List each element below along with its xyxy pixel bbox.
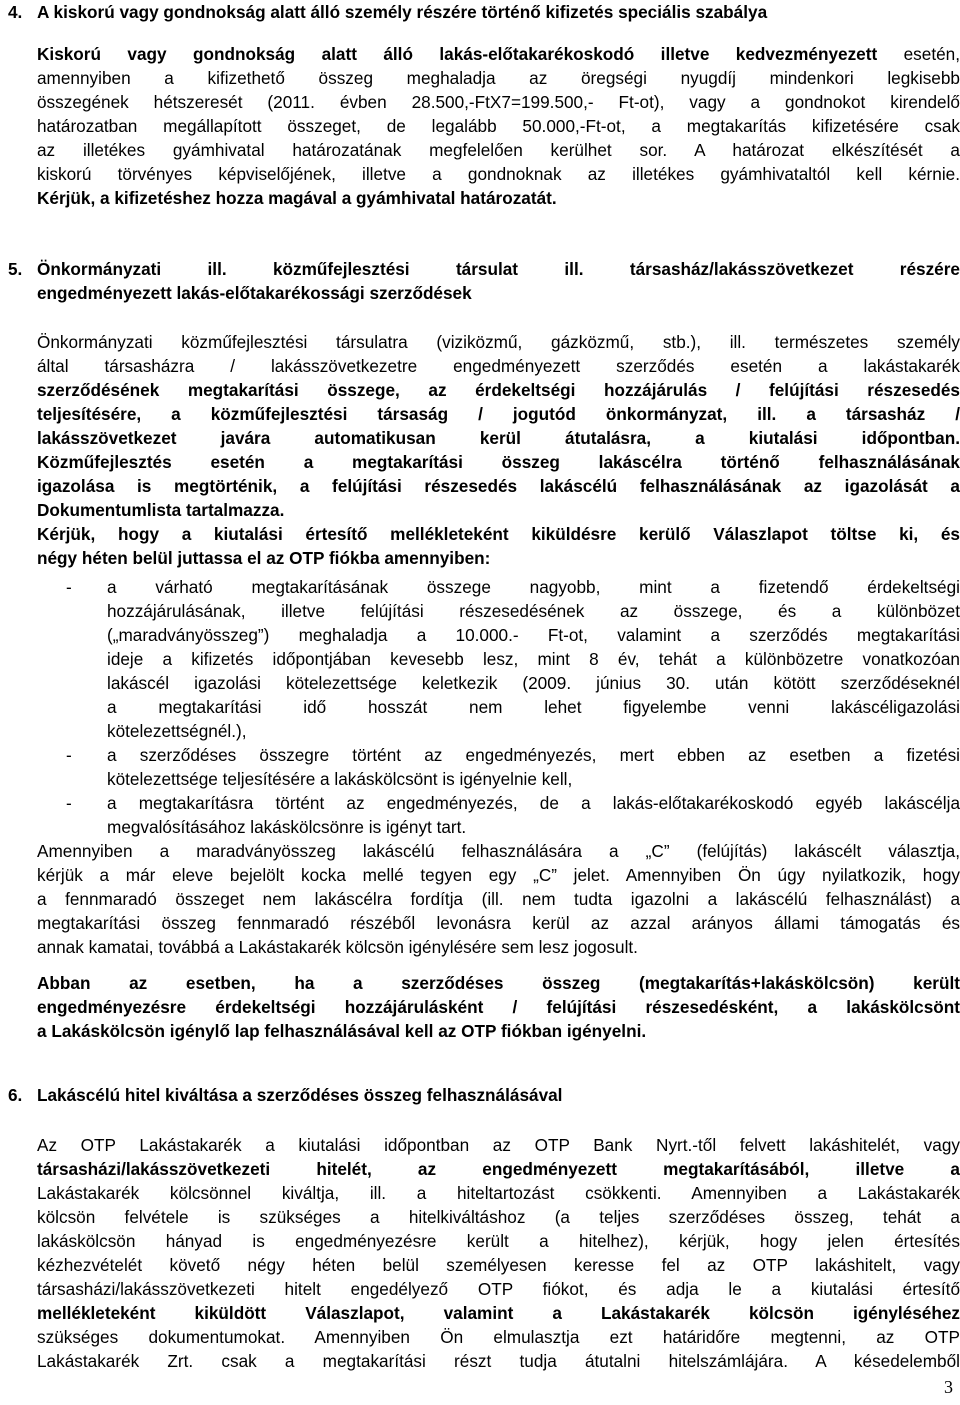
- text-line: Kiskorú vagy gondnokság alatt álló lakás-előtakarékoskodó illetve kedvezményezett esetén,: [37, 44, 960, 64]
- text-line: lakásszövetkezet javára automatikusan kerül átutalásra, a kiutalási időpontban.: [37, 428, 960, 448]
- text-line: kötelezettsége teljesítésére a lakáskölcsönt is igényelnie kell,: [107, 769, 573, 789]
- section-6-body: [37, 1133, 960, 1373]
- text-line: a Lakáskölcsön igénylő lap felhasználásával kell az OTP fiókban igényelni.: [37, 1021, 647, 1041]
- section-5-title: [37, 257, 960, 305]
- bullet-item: [107, 743, 960, 791]
- text-line: Amennyiben a maradványösszeg lakáscélú felhasználására a „C” (felújítás) lakáscélt választja,: [37, 841, 960, 861]
- text-line: kiskorú törvényes képviselőjének, illetve a gondnoknak az illetékes gyámhivataltól kell kérnie.: [37, 164, 960, 184]
- section-5-paragraph-4: [37, 971, 960, 1043]
- bullet-dash: -: [66, 745, 72, 765]
- text-line: a megtakarítási idő hosszát nem lehet figyelembe venni lakáscéligazolási: [107, 697, 960, 717]
- bullet-item: [107, 575, 960, 743]
- text-line: kötelezettségnél.),: [107, 721, 247, 741]
- page-number: 3: [944, 1377, 953, 1397]
- text-line: hozzájárulásának, illetve felújítási részesedésének az összege, és a különbözet: [107, 601, 960, 621]
- text-line: Lakástakarék Zrt. csak a megtakarítási részt tudja átutalni hitelszámlájára. A késedelemből: [37, 1351, 960, 1371]
- text-line: Kérjük, hogy a kiutalási értesítő mellékleteként kiküldésre kerülő Válaszlapot töltse ki, és: [37, 524, 960, 544]
- text-line: kérjük a már eleve bejelölt kocka mellé tegyen egy „C” jelet. Amennyiben Ön úgy nyilatkozik, hogy: [37, 865, 960, 885]
- text-line: amennyiben a kifizethető összeg meghaladja az öregségi nyugdíj mindenkori legkisebb: [37, 68, 960, 88]
- text-line: annak kamatai, továbbá a Lakástakarék kölcsön igénylésére sem lesz jogosult.: [37, 937, 638, 957]
- bullet-item: [107, 791, 960, 839]
- text-line: Közműfejlesztés esetén a megtakarítási összeg lakáscélra történő felhasználásának: [37, 452, 960, 472]
- title-line: Önkormányzati ill. közműfejlesztési társulat ill. társasház/lakásszövetkezet részére: [37, 259, 960, 279]
- text-line: határozatban megállapított összeget, de legalább 50.000,-Ft-ot, a megtakarítás kifizetésére csak: [37, 116, 960, 136]
- text-line: teljesítésére, a közműfejlesztési társaság / jogutód önkormányzat, ill. a társasház /: [37, 404, 960, 424]
- section-5-number: 5.: [8, 259, 23, 279]
- text-line: mellékleteként kiküldött Válaszlapot, valamint a Lakástakarék kölcsön igényléséhez: [37, 1303, 960, 1323]
- text-line: megtakarítási összeg fennmaradó részéből levonásra kerül az azzal arányos állami támogatás és: [37, 913, 960, 933]
- section-6-number: 6.: [8, 1085, 23, 1105]
- text-line: összegének hétszeresét (2011. évben 28.500,-FtX7=199.500,- Ft-ot), vagy a gondnokot kirendelő: [37, 92, 960, 112]
- text-line: társasházi/lakásszövetkezeti hitelét, az engedményezett megtakarításából, illetve a: [37, 1159, 960, 1179]
- section-4-title: A kiskorú vagy gondnokság alatt álló személy részére történő kifizetés speciális szabálya: [37, 2, 768, 22]
- section-4-number: 4.: [8, 2, 23, 22]
- text-line: kölcsön felvétele is szükséges a hitelkiváltáshoz (a teljes szerződéses összeg, tehát a: [37, 1207, 960, 1227]
- title-line: engedményezett lakás-előtakarékossági szerződések: [37, 283, 472, 303]
- text-line: Abban az esetben, ha a szerződéses összeg (megtakarítás+lakáskölcsön) került: [37, 973, 960, 993]
- text-line: megvalósításához lakáskölcsönre is igényt tart.: [107, 817, 467, 837]
- bullet-dash: -: [66, 577, 72, 597]
- text-line: Kérjük, a kifizetéshez hozza magával a gyámhivatal határozatát.: [37, 188, 557, 208]
- text-line: az illetékes gyámhivatal határozatának megfelelően kerülhet sor. A határozat elkészítését a: [37, 140, 960, 160]
- text-line: a várható megtakarításának összege nagyobb, mint a fizetendő érdekeltségi: [107, 577, 960, 597]
- text-line: engedményezésre érdekeltségi hozzájárulásként / felújítási részesedésként, a lakáskölcsönt: [37, 997, 960, 1017]
- text-line: négy héten belül juttassa el az OTP fiókba amennyiben:: [37, 548, 491, 568]
- text-line: lakáscél igazolási kötelezettsége keletkezik (2009. június 30. után kötött szerződéseknél: [107, 673, 960, 693]
- text-line: Dokumentumlista tartalmazza.: [37, 500, 285, 520]
- text-line: Az OTP Lakástakarék a kiutalási időpontban az OTP Bank Nyrt.-től felvett lakáshitelét, vagy: [37, 1135, 960, 1155]
- section-6-title: Lakáscélú hitel kiváltása a szerződéses összeg felhasználásával: [37, 1085, 563, 1105]
- text-line: szükséges dokumentumokat. Amennyiben Ön elmulasztja ezt határidőre megtenni, az OTP: [37, 1327, 960, 1347]
- text-line: Lakástakarék kölcsönnel kiváltja, ill. a hiteltartozást csökkenti. Amennyiben a Lakástakarék: [37, 1183, 960, 1203]
- section-5-paragraph-1: [37, 330, 960, 570]
- text-line: („maradványösszeg”) meghaladja a 10.000.- Ft-ot, valamint a szerződés megtakarítási: [107, 625, 960, 645]
- text-line: szerződésének megtakarítási összege, az érdekeltségi hozzájárulás / felújítási részesedés: [37, 380, 960, 400]
- text-line: Önkormányzati közműfejlesztési társulatra (viziközmű, gázközmű, stb.), ill. természetes személy: [37, 332, 960, 352]
- text-line: lakáskölcsön hányad is engedményezésre került a hitelhez), kérjük, hogy jelen értesítés: [37, 1231, 960, 1251]
- text-line: társasházi/lakásszövetkezeti hitelt engedélyező OTP fiókot, és adja le a kiutalási értesítő: [37, 1279, 960, 1299]
- text-line: a fennmaradó összeget nem lakáscélra fordítja (ill. nem tudta igazolni a lakáscélú felhasználást) a: [37, 889, 960, 909]
- bullet-dash: -: [66, 793, 72, 813]
- text-line: a megtakarításra történt az engedményezés, de a lakás-előtakarékoskodó egyéb lakáscélja: [107, 793, 960, 813]
- section-4-body: [37, 42, 960, 210]
- section-5-paragraph-3: [37, 839, 960, 959]
- text-line: ideje a kifizetés időpontjában kevesebb lesz, mint 8 év, tehát a különbözetre vonatkozóan: [107, 649, 960, 669]
- text-line: igazolása is megtörténik, a felújítási részesedés lakáscélú felhasználásának az igazolását a: [37, 476, 960, 496]
- text-line: a szerződéses összegre történt az engedményezés, mert ebben az esetben a fizetési: [107, 745, 960, 765]
- text-line: kézhezvételét követő négy héten belül személyesen keresse fel az OTP lakáshitelt, vagy: [37, 1255, 960, 1275]
- text-line: által társasházra / lakásszövetkezetre engedményezett szerződés esetén a lakástakarék: [37, 356, 960, 376]
